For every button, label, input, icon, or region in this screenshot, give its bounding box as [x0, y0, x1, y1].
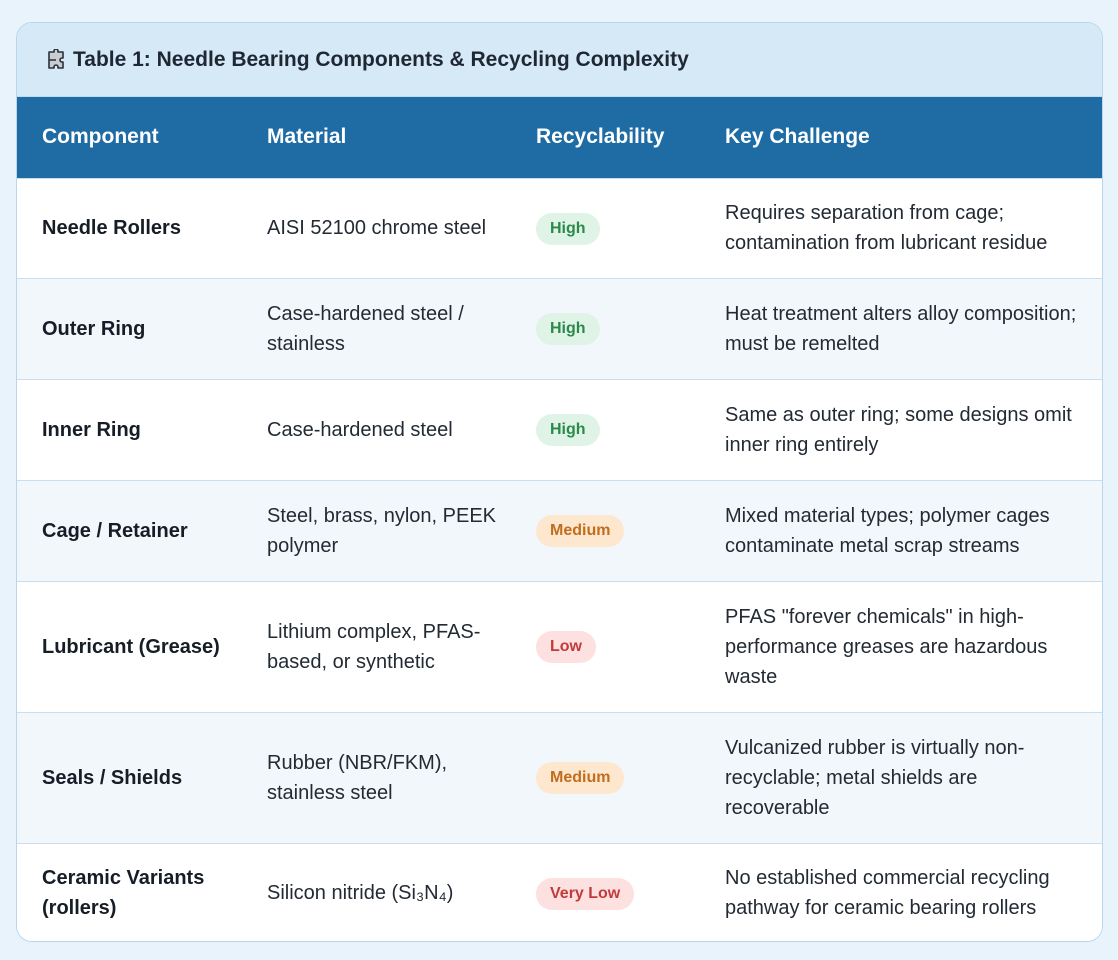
- cell-recyclability: [511, 480, 700, 581]
- recyclability-badge: High: [536, 313, 600, 345]
- header-recyclability: Recyclability: [536, 125, 665, 149]
- table-row: [17, 178, 1102, 278]
- cell-component: Seals / Shields: [42, 766, 183, 789]
- cell-component: Lubricant (Grease): [42, 635, 220, 658]
- recyclability-badge: High: [536, 414, 600, 446]
- cell-material: Case-hardened steel / stainless: [267, 302, 464, 355]
- table-card: [16, 22, 1103, 942]
- cell-key-challenge: Requires separation from cage; contamination from lubricant residue: [725, 202, 1048, 254]
- recyclability-badge: Medium: [536, 515, 624, 547]
- table-row: [17, 480, 1102, 581]
- components-table: [17, 97, 1102, 942]
- cell-component: Ceramic Variants (rollers): [42, 867, 205, 920]
- recyclability-badge: High: [536, 213, 600, 245]
- cell-component: Outer Ring: [42, 317, 146, 340]
- cell-component: Cage / Retainer: [42, 519, 188, 542]
- cell-material: Lithium complex, PFAS-based, or synthetic: [267, 620, 481, 673]
- cell-material: Rubber (NBR/FKM), stainless steel: [267, 751, 448, 804]
- cell-component: Needle Rollers: [42, 217, 181, 239]
- cell-recyclability: [511, 712, 700, 843]
- table-caption: [17, 23, 1102, 97]
- header-component: Component: [42, 125, 159, 149]
- cell-recyclability: [511, 379, 700, 480]
- table-row: [17, 581, 1102, 712]
- cell-key-challenge: No established commercial recycling pathway for ceramic bearing rollers: [725, 867, 1050, 920]
- header-row: [17, 97, 1102, 178]
- cell-recyclability: [511, 581, 700, 712]
- table-row: [17, 712, 1102, 843]
- cell-recyclability: [511, 178, 700, 278]
- cell-key-challenge: Heat treatment alters alloy composition; must be remelted: [725, 302, 1077, 355]
- cell-component: Inner Ring: [42, 418, 141, 441]
- cell-material: Silicon nitride (Si₃N₄): [267, 882, 454, 905]
- table-body: [17, 178, 1102, 942]
- table-row: [17, 379, 1102, 480]
- recyclability-badge: Medium: [536, 762, 624, 794]
- cell-material: Steel, brass, nylon, PEEK polymer: [267, 504, 497, 557]
- cell-key-challenge: Same as outer ring; some designs omit inner ring entirely: [725, 403, 1072, 456]
- cell-key-challenge: Mixed material types; polymer cages contaminate metal scrap streams: [725, 504, 1050, 557]
- header-key-challenge: Key Challenge: [725, 125, 870, 149]
- puzzle-icon: [47, 49, 65, 71]
- table-title: Table 1: Needle Bearing Components & Recycling Complexity: [73, 47, 689, 71]
- table-row: [17, 278, 1102, 379]
- header-material: Material: [267, 125, 347, 149]
- recyclability-badge: Low: [536, 631, 596, 663]
- cell-material: AISI 52100 chrome steel: [267, 217, 487, 239]
- cell-key-challenge: Vulcanized rubber is virtually non-recyclable; metal shields are recoverable: [725, 736, 1025, 819]
- cell-key-challenge: PFAS "forever chemicals" in high-performance greases are hazardous waste: [725, 605, 1048, 688]
- cell-recyclability: [511, 278, 700, 379]
- cell-recyclability: [511, 843, 700, 942]
- recyclability-badge: Very Low: [536, 878, 634, 910]
- table-row: [17, 843, 1102, 942]
- table-header: [17, 97, 1102, 178]
- cell-material: Case-hardened steel: [267, 418, 453, 441]
